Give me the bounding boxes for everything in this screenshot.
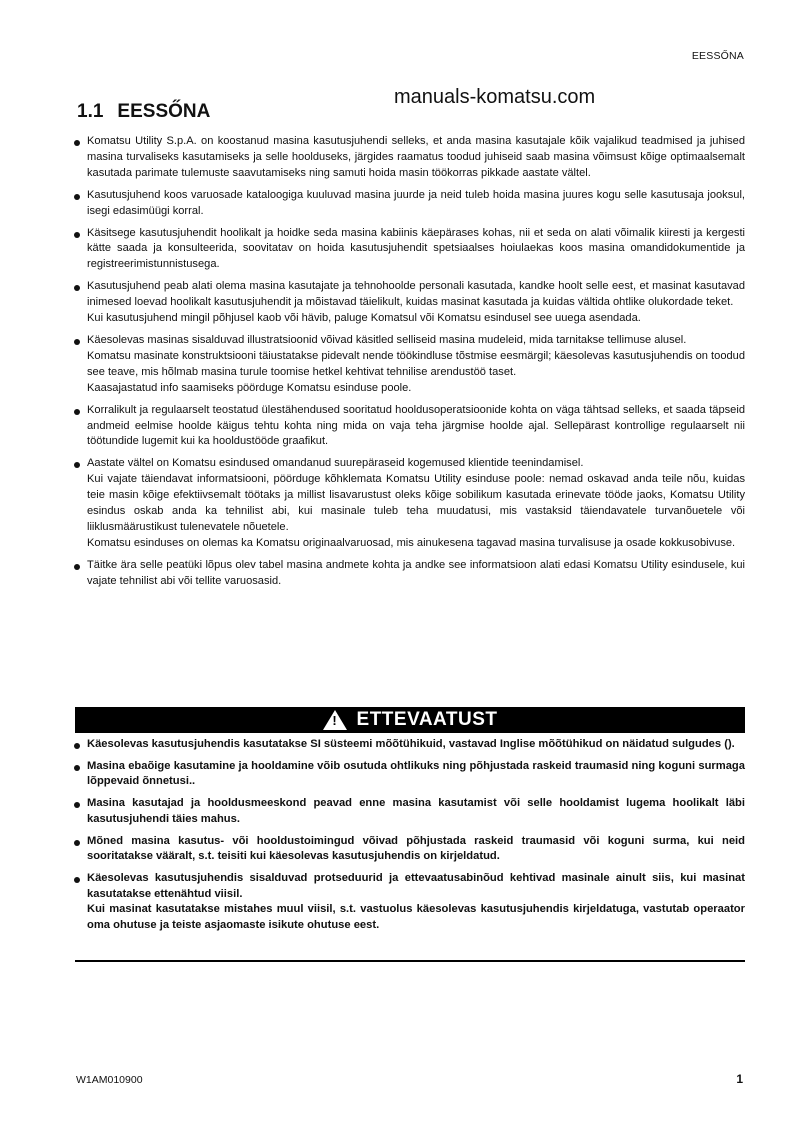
bullet-paragraph: Masina kasutajad ja hooldusmeeskond peavad enne masina kasutamist või selle hooldamist lugema hoolikalt läbi kasutusjuhendi täies mahus. — [87, 797, 745, 825]
document-code: W1AM010900 — [76, 1074, 143, 1086]
bullet-dot-icon — [74, 462, 80, 468]
bullet-paragraph: Kasutusjuhend peab alati olema masina kasutajate ja tehnohoolde personali kasutada, kandke hoolt selle eest, et masinat kasutavad inimesed loevad hoolikalt kasutusjuhendit ja mõistavad täielikult, kuidas masinat kasutada ja kuidas vältida ohtlike olukordade teket. — [87, 280, 745, 309]
caution-bullet-item — [74, 834, 745, 865]
bullet-dot-icon — [74, 194, 80, 200]
warning-triangle-icon — [323, 710, 347, 730]
caution-bullet-item — [74, 759, 745, 790]
preface-bullet-item — [74, 456, 745, 551]
bullet-paragraph: Masina ebaõige kasutamine ja hooldamine võib osutuda ohtlikuks ning põhjustada raskeid traumasid ning koguni surmaga lõppevaid õnnetusi.. — [87, 759, 745, 788]
bullet-dot-icon — [74, 409, 80, 415]
section-end-rule — [75, 960, 745, 962]
preface-bullet-list — [74, 134, 745, 590]
bullet-paragraph: Komatsu Utility S.p.A. on koostanud masina kasutusjuhendi selleks, et anda masina kasutajale kõik vajalikud teadmised ja juhised masina turvaliseks kasutamiseks ja selle hoolduseks, järgides raamatus toodud juhiseid saab masina võimsust kõige optimaalsemalt kasutada parimate tulemuste saavutamiseks ning samuti hoida masin töökorras pikkade aastate vältel. — [87, 135, 745, 179]
exclamation-mark: ! — [332, 713, 337, 728]
bullet-paragraph: Käsitsege kasutusjuhendit hoolikalt ja hoidke seda masina kabiinis käepärases kohas, nii et seda on alati võimalik kiiresti ja kergesti kätte saada ja konsulteerida, soovitatav on hoida kasutusjuhendit spetsiaalses hoiulaekas koos masina omandidokumentide ja registreerimistunnistusega. — [87, 226, 745, 271]
bullet-paragraph: Käesolevas kasutusjuhendis kasutatakse SI süsteemi mõõtühikuid, vastavad Inglise mõõtühikud on näidatud sulgudes (). — [87, 738, 735, 750]
preface-bullet-item — [74, 134, 745, 182]
bullet-dot-icon — [74, 840, 80, 846]
bullet-dot-icon — [74, 285, 80, 291]
bullet-paragraph: Komatsu masinate konstruktsiooni täiustatakse pidevalt nende töökindluse tõstmise eesmärgil; käesolevas kasutusjuhendis on toodud see teave, mis hõlmab masina turule toomise hetkel kehtivat tehnilise arendustöö taset. — [87, 349, 745, 378]
caution-title: ETTEVAATUST — [356, 709, 498, 730]
caution-banner — [75, 707, 745, 733]
bullet-paragraph: Kui masinat kasutatakse mistahes muul viisil, s.t. vastuolus käesolevas kasutusjuhendis kirjeldatuga, vastutab operaator oma ohutuse ja teiste asjaomaste isikute ohutuse eest. — [87, 903, 745, 932]
caution-bullet-list — [74, 737, 745, 934]
bullet-dot-icon — [74, 877, 80, 883]
watermark-url[interactable]: manuals-komatsu.com — [394, 86, 596, 108]
caution-bullet-item — [74, 737, 745, 753]
bullet-dot-icon — [74, 232, 80, 238]
bullet-paragraph: Aastate vältel on Komatsu esindused omandanud suurepäraseid kogemused klientide teenindamisel. — [87, 457, 584, 470]
bullet-paragraph: Käesolevas kasutusjuhendis sisalduvad protseduurid ja ettevaatusabinõud kehtivad masinale ainult siis, kui masinat kasutatakse ettenähtud viisil. — [87, 871, 745, 900]
bullet-paragraph: Korralikult ja regulaarselt teostatud ülestähendused sooritatud hooldusoperatsioonide kohta on väga tähtsad selleks, et saada täpseid andmeid eelmise hoolde käigus tehtu kohta ning mida on vaja teha järgmise hoolde ajal. Sellepärast kontrollige regulaarselt nii töötundide lugemit kui ka hooldustööde graafikut. — [87, 403, 745, 448]
running-header: EESSŐNA — [691, 50, 744, 62]
bullet-dot-icon — [74, 339, 80, 345]
caution-bullet-item — [74, 871, 745, 934]
preface-bullet-item — [74, 226, 745, 274]
preface-bullet-item — [74, 558, 745, 590]
caution-bullet-item — [74, 796, 745, 827]
preface-bullet-item — [74, 403, 745, 451]
bullet-dot-icon — [74, 743, 80, 749]
section-number: 1.1 — [77, 101, 104, 122]
bullet-dot-icon — [74, 140, 80, 146]
bullet-paragraph: Kui vajate täiendavat informatsiooni, pöörduge kõhklemata Komatsu Utility esinduse poole: nemad oskavad anda teile nõu, kuidas teie masin kõige efektiivsemalt töötaks ja millist lisavarustust oleks kõige sobilikum kasutada erinevate tööde jaoks, Komatsu Utility esindus oskab anda ka tehnilist abi, kui masinale tuleb teha muudatusi, mis vastaksid täiendavatele turvanõuetele või liiklusmäärustikust tulenevatele nõuetele. — [87, 473, 745, 533]
bullet-paragraph: Käesolevas masinas sisalduvad illustratsioonid võivad käsitled selliseid masina mudeleid, mida tarnitakse tellimuse alusel. — [87, 333, 687, 346]
section-title-text: EESSŐNA — [117, 101, 211, 122]
bullet-dot-icon — [74, 564, 80, 570]
section-title — [77, 101, 210, 123]
page-number: 1 — [736, 1072, 743, 1086]
bullet-paragraph: Kui kasutusjuhend mingil põhjusel kaob või hävib, paluge Komatsul või Komatsu esindusel see uuega asendada. — [87, 312, 641, 325]
bullet-dot-icon — [74, 802, 80, 808]
preface-bullet-item — [74, 279, 745, 327]
bullet-paragraph: Komatsu esinduses on olemas ka Komatsu originaalvaruosad, mis ainukesena tagavad masina turvalisuse ja osade kokkusobivuse. — [87, 536, 736, 549]
bullet-dot-icon — [74, 765, 80, 771]
bullet-paragraph: Kasutusjuhend koos varuosade kataloogiga kuuluvad masina juurde ja neid tuleb hoida masina juures kogu selle kasutusaja jooksul, isegi edasimüügi korral. — [87, 188, 745, 217]
bullet-paragraph: Täitke ära selle peatüki lõpus olev tabel masina andmete kohta ja andke see informatsioon alati edasi Komatsu Utility esindusele, kui vajate tehnilist abi või tellite varuosasid. — [87, 558, 745, 587]
preface-bullet-item — [74, 333, 745, 397]
bullet-paragraph: Mõned masina kasutus- või hooldustoimingud võivad põhjustada raskeid traumasid või koguni surma, kui neid sooritatakse vääralt, s.t. teisiti kui käesolevas kasutusjuhendis on kirjeldatud. — [87, 834, 745, 863]
preface-bullet-item — [74, 188, 745, 220]
bullet-paragraph: Kaasajastatud info saamiseks pöörduge Komatsu esinduse poole. — [87, 381, 412, 394]
preface-body — [74, 134, 745, 596]
caution-body — [74, 737, 745, 940]
